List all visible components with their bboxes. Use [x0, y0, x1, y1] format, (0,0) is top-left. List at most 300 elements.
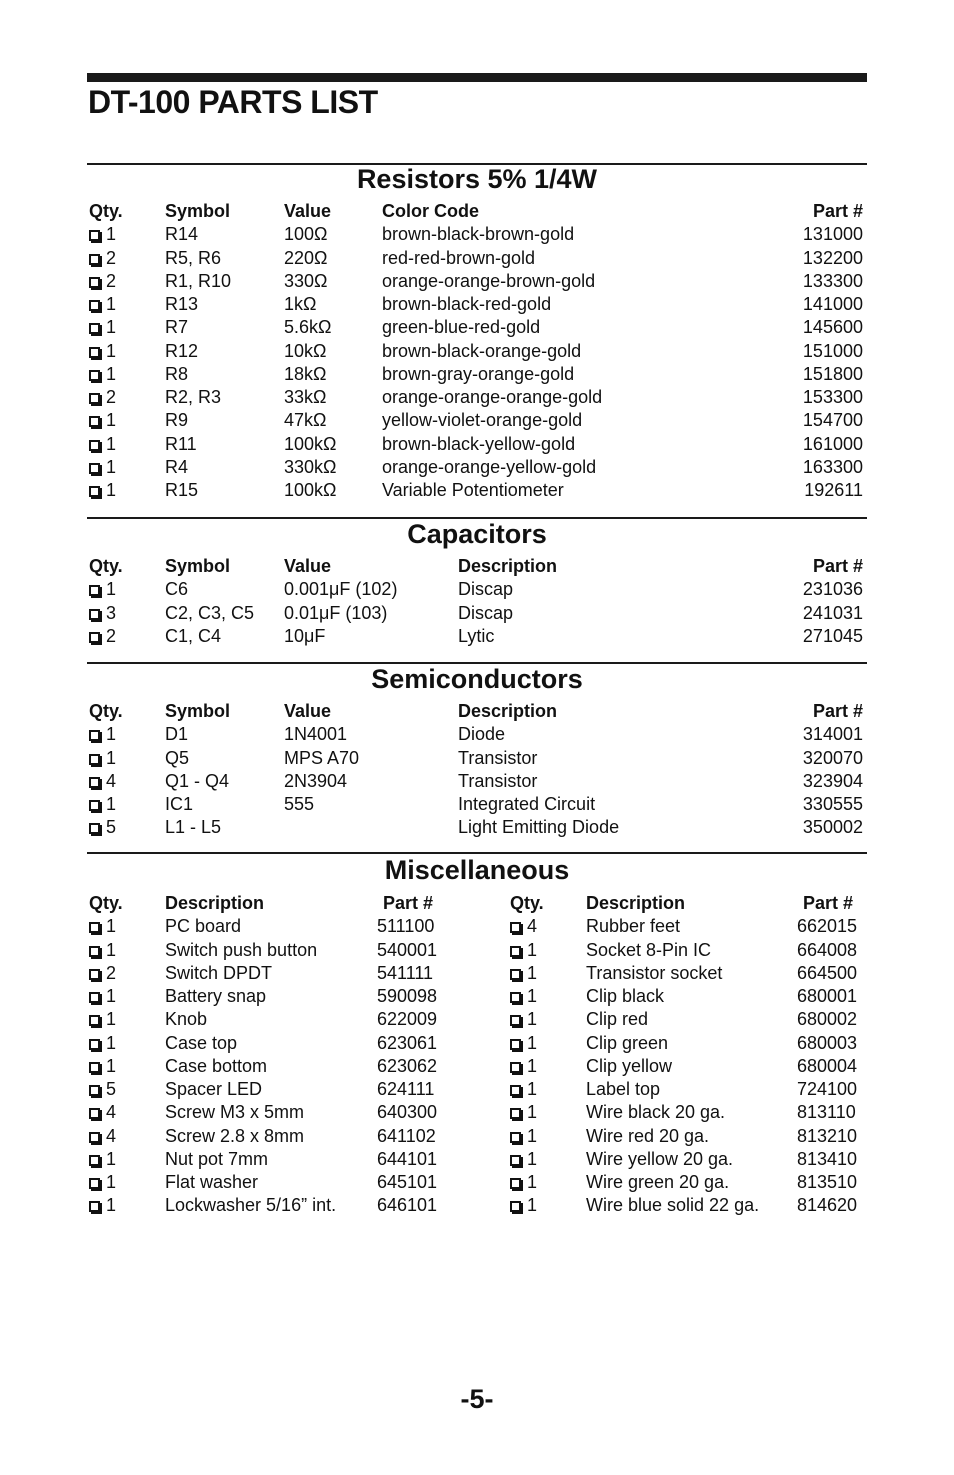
- description-cell: Case top: [165, 1032, 238, 1053]
- col-header-description: Description: [458, 556, 558, 576]
- part-number-cell: 145600: [802, 317, 863, 338]
- checkbox-icon[interactable]: [89, 1015, 100, 1026]
- symbol-cell: C6: [165, 579, 189, 600]
- qty-checkbox[interactable]: [89, 1125, 116, 1148]
- title-bar-rule: [87, 73, 867, 82]
- qty-value: 5: [106, 1079, 117, 1099]
- col-header-qty: Qty.: [89, 701, 123, 721]
- value-cell: 33kΩ: [284, 387, 327, 407]
- checkbox-icon[interactable]: [89, 1178, 100, 1189]
- qty-checkbox[interactable]: [89, 479, 116, 502]
- description-cell: Wire black 20 ga.: [586, 1102, 726, 1123]
- checkbox-icon[interactable]: [89, 1039, 100, 1050]
- value-cell: 18kΩ: [284, 363, 327, 384]
- checkbox-icon[interactable]: [510, 1178, 521, 1189]
- symbol-cell: R9: [165, 410, 189, 431]
- checkbox-icon[interactable]: [89, 347, 100, 358]
- qty-checkbox[interactable]: [89, 1008, 116, 1031]
- description-cell: Diode: [458, 724, 506, 745]
- part-number-cell: 645101: [377, 1172, 438, 1192]
- part-number-cell: 133300: [802, 270, 863, 291]
- checkbox-icon[interactable]: [89, 969, 100, 980]
- value-cell: 5.6kΩ: [284, 317, 332, 338]
- qty-checkbox[interactable]: [89, 985, 116, 1008]
- part-number-cell: 231036: [802, 579, 863, 600]
- checkbox-icon[interactable]: [89, 370, 100, 381]
- qty-value: 2: [106, 625, 117, 646]
- qty-value: 4: [106, 1102, 117, 1123]
- semiconductors-header-row: [0, 700, 954, 723]
- qty-value: 1: [527, 962, 538, 983]
- checkbox-icon[interactable]: [89, 777, 100, 788]
- value-cell: 47kΩ: [284, 410, 327, 431]
- part-number-cell: 323904: [802, 770, 863, 791]
- qty-checkbox[interactable]: [89, 293, 116, 316]
- misc-header-row: [0, 892, 954, 915]
- col-header-symbol: Symbol: [165, 556, 231, 576]
- description-cell: Screw 2.8 x 8mm: [165, 1125, 305, 1146]
- qty-checkbox[interactable]: [510, 1171, 537, 1194]
- part-number-cell: 192611: [804, 480, 863, 500]
- qty-value: 1: [106, 986, 117, 1006]
- table-row: [0, 915, 954, 938]
- qty-checkbox[interactable]: [89, 1171, 116, 1194]
- qty-checkbox[interactable]: [89, 340, 116, 363]
- part-number-cell: 813410: [797, 1148, 858, 1169]
- part-number-cell: 724100: [797, 1079, 858, 1099]
- description-cell: Discap: [458, 602, 514, 623]
- value-cell: 100Ω: [284, 224, 328, 245]
- qty-value: 1: [527, 1172, 538, 1192]
- qty-value: 1: [527, 1032, 538, 1053]
- qty-value: 1: [106, 1148, 117, 1169]
- checkbox-icon[interactable]: [510, 1132, 521, 1143]
- part-number-cell: 680002: [797, 1009, 858, 1030]
- col-header-value: Value: [284, 201, 332, 221]
- table-row: [0, 223, 954, 246]
- qty-value: 1: [106, 433, 117, 454]
- qty-checkbox[interactable]: [89, 1194, 116, 1217]
- description-cell: Battery snap: [165, 986, 267, 1006]
- qty-checkbox[interactable]: [510, 915, 537, 938]
- symbol-cell: R7: [165, 317, 189, 338]
- qty-checkbox[interactable]: [89, 793, 116, 816]
- description-cell: Knob: [165, 1009, 208, 1030]
- table-row: [0, 1194, 954, 1217]
- miscellaneous-title: Miscellaneous: [384, 855, 570, 885]
- part-number-cell: 662015: [797, 916, 858, 937]
- description-cell: PC board: [165, 916, 242, 937]
- checkbox-icon[interactable]: [510, 1155, 521, 1166]
- qty-value: 1: [106, 294, 117, 314]
- qty-checkbox[interactable]: [89, 386, 116, 409]
- qty-value: 1: [106, 1009, 117, 1030]
- table-row: [0, 625, 954, 648]
- part-number-cell: 664500: [797, 962, 858, 983]
- qty-checkbox[interactable]: [510, 1008, 537, 1031]
- resistors-header-row: [0, 200, 954, 223]
- description-cell: Wire yellow 20 ga.: [586, 1148, 734, 1169]
- qty-checkbox[interactable]: [510, 1125, 537, 1148]
- table-row: [0, 1171, 954, 1194]
- table-row: [0, 578, 954, 601]
- checkbox-icon[interactable]: [89, 1085, 100, 1096]
- qty-checkbox[interactable]: [89, 939, 116, 962]
- qty-value: 1: [106, 410, 117, 431]
- qty-checkbox[interactable]: [510, 1055, 537, 1078]
- col-header-value: Value: [284, 556, 332, 576]
- checkbox-icon[interactable]: [510, 1085, 521, 1096]
- part-number-cell: 541111: [377, 962, 434, 983]
- qty-checkbox[interactable]: [89, 409, 116, 432]
- symbol-cell: R11: [165, 433, 197, 454]
- part-number-cell: 646101: [377, 1195, 438, 1216]
- checkbox-icon[interactable]: [89, 800, 100, 811]
- description-cell: Wire blue solid 22 ga.: [586, 1195, 760, 1216]
- color-code-cell: brown-black-brown-gold: [382, 224, 575, 245]
- checkbox-icon[interactable]: [89, 1155, 100, 1166]
- checkbox-icon[interactable]: [89, 300, 100, 311]
- qty-value: 1: [106, 363, 117, 384]
- qty-checkbox[interactable]: [89, 578, 116, 601]
- description-cell: Transistor: [458, 747, 538, 768]
- value-cell: MPS A70: [284, 747, 360, 768]
- col-header-part: Part #: [803, 893, 854, 913]
- checkbox-icon[interactable]: [89, 609, 100, 620]
- qty-checkbox[interactable]: [89, 363, 116, 386]
- table-row: [0, 985, 954, 1008]
- checkbox-icon[interactable]: [510, 1039, 521, 1050]
- part-number-cell: 330555: [802, 794, 863, 814]
- part-number-cell: 154700: [802, 410, 863, 431]
- col-header-qty: Qty.: [89, 556, 123, 576]
- qty-checkbox[interactable]: [89, 915, 116, 938]
- symbol-cell: R1, R10: [165, 270, 232, 291]
- checkbox-icon[interactable]: [510, 969, 521, 980]
- page-title: DT-100 PARTS LIST: [88, 84, 378, 120]
- col-header-part: Part #: [812, 201, 863, 221]
- checkbox-icon[interactable]: [510, 1108, 521, 1119]
- symbol-cell: R12: [165, 340, 199, 361]
- table-row: [0, 456, 954, 479]
- part-number-cell: 814620: [797, 1195, 858, 1216]
- table-row: [0, 1008, 954, 1031]
- description-cell: Flat washer: [165, 1172, 259, 1192]
- symbol-cell: R13: [165, 294, 199, 314]
- qty-value: 1: [527, 1055, 538, 1076]
- qty-value: 1: [106, 916, 117, 937]
- checkbox-icon[interactable]: [89, 463, 100, 474]
- qty-value: 1: [527, 939, 538, 960]
- part-number-cell: 664008: [797, 939, 858, 960]
- checkbox-icon[interactable]: [89, 277, 100, 288]
- col-header-description: Description: [586, 893, 686, 913]
- qty-value: 1: [527, 986, 538, 1006]
- description-cell: Clip black: [586, 986, 665, 1006]
- description-cell: Rubber feet: [586, 916, 681, 937]
- description-cell: Switch DPDT: [165, 962, 273, 983]
- part-number-cell: 813110: [797, 1102, 856, 1123]
- checkbox-icon[interactable]: [89, 823, 100, 834]
- table-row: [0, 247, 954, 270]
- part-number-cell: 590098: [377, 986, 438, 1006]
- resistors-title: Resistors 5% 1/4W: [356, 164, 598, 194]
- value-cell: 220Ω: [284, 247, 328, 268]
- symbol-cell: R2, R3: [165, 387, 222, 407]
- part-number-cell: 153300: [802, 387, 863, 407]
- part-number-cell: 241031: [802, 602, 863, 623]
- col-header-qty: Qty.: [89, 893, 123, 913]
- value-cell: 555: [284, 794, 315, 814]
- semiconductors-title: Semiconductors: [371, 664, 583, 694]
- checkbox-icon[interactable]: [89, 1108, 100, 1119]
- description-cell: Lockwasher 5/16” int.: [165, 1195, 337, 1216]
- qty-value: 5: [106, 817, 117, 838]
- table-row: [0, 340, 954, 363]
- checkbox-icon[interactable]: [89, 1201, 100, 1212]
- qty-value: 1: [106, 224, 117, 245]
- part-number-cell: 540001: [377, 939, 438, 960]
- description-cell: Transistor socket: [586, 962, 723, 983]
- value-cell: 0.001μF (102): [284, 579, 398, 600]
- qty-checkbox[interactable]: [89, 1078, 116, 1101]
- qty-checkbox[interactable]: [89, 433, 116, 456]
- symbol-cell: L1 - L5: [165, 817, 222, 838]
- part-number-cell: 680001: [797, 986, 858, 1006]
- table-row: [0, 1148, 954, 1171]
- capacitors-header-row: [0, 555, 954, 578]
- symbol-cell: D1: [165, 724, 189, 745]
- description-cell: Transistor: [458, 770, 538, 791]
- qty-value: 1: [106, 724, 117, 745]
- color-code-cell: brown-black-red-gold: [382, 294, 552, 314]
- table-row: [0, 939, 954, 962]
- table-row: [0, 747, 954, 770]
- checkbox-icon[interactable]: [510, 946, 521, 957]
- qty-value: 1: [527, 1148, 538, 1169]
- checkbox-icon[interactable]: [89, 754, 100, 765]
- qty-value: 1: [106, 794, 117, 814]
- table-row: [0, 270, 954, 293]
- col-header-symbol: Symbol: [165, 201, 231, 221]
- value-cell: 10μF: [284, 625, 326, 646]
- checkbox-icon[interactable]: [89, 486, 100, 497]
- table-row: [0, 409, 954, 432]
- description-cell: Integrated Circuit: [458, 794, 596, 814]
- table-row: [0, 1032, 954, 1055]
- qty-checkbox[interactable]: [510, 1032, 537, 1055]
- description-cell: Discap: [458, 579, 514, 600]
- description-cell: Socket 8-Pin IC: [586, 939, 712, 960]
- qty-value: 1: [106, 456, 117, 477]
- qty-checkbox[interactable]: [89, 770, 116, 793]
- qty-checkbox[interactable]: [89, 1101, 116, 1124]
- qty-checkbox[interactable]: [510, 985, 537, 1008]
- qty-value: 1: [106, 939, 117, 960]
- table-row: [0, 816, 954, 839]
- part-number-cell: 644101: [377, 1148, 438, 1169]
- part-number-cell: 141000: [802, 294, 863, 314]
- checkbox-icon[interactable]: [89, 416, 100, 427]
- table-row: [0, 723, 954, 746]
- qty-checkbox[interactable]: [510, 939, 537, 962]
- col-header-part: Part #: [383, 893, 434, 913]
- value-cell: 0.01μF (103): [284, 602, 388, 623]
- qty-checkbox[interactable]: [89, 270, 116, 293]
- checkbox-icon[interactable]: [89, 230, 100, 241]
- color-code-cell: Variable Potentiometer: [382, 480, 564, 500]
- qty-value: 2: [106, 387, 117, 407]
- table-row: [0, 386, 954, 409]
- qty-checkbox[interactable]: [89, 816, 116, 839]
- part-number-cell: 271045: [802, 625, 863, 646]
- description-cell: Light Emitting Diode: [458, 817, 620, 838]
- checkbox-icon[interactable]: [89, 323, 100, 334]
- description-cell: Clip green: [586, 1032, 669, 1053]
- part-number-cell: 623061: [377, 1032, 438, 1053]
- value-cell: 10kΩ: [284, 340, 327, 361]
- checkbox-icon[interactable]: [89, 254, 100, 265]
- checkbox-icon[interactable]: [89, 632, 100, 643]
- qty-value: 4: [527, 916, 538, 937]
- description-cell: Wire green 20 ga.: [586, 1172, 730, 1192]
- table-row: [0, 602, 954, 625]
- part-number-cell: 151000: [802, 340, 863, 361]
- qty-checkbox[interactable]: [510, 1101, 537, 1124]
- table-row: [0, 1125, 954, 1148]
- checkbox-icon[interactable]: [89, 1132, 100, 1143]
- part-number-cell: 132200: [802, 247, 863, 268]
- qty-value: 1: [527, 1125, 538, 1146]
- symbol-cell: IC1: [165, 794, 194, 814]
- qty-checkbox[interactable]: [510, 1148, 537, 1171]
- qty-checkbox[interactable]: [89, 316, 116, 339]
- part-number-cell: 320070: [802, 747, 863, 768]
- qty-checkbox[interactable]: [89, 602, 116, 625]
- qty-checkbox[interactable]: [89, 747, 116, 770]
- value-cell: 2N3904: [284, 770, 348, 791]
- qty-value: 1: [106, 579, 117, 600]
- table-row: [0, 316, 954, 339]
- checkbox-icon[interactable]: [89, 992, 100, 1003]
- col-header-description: Description: [458, 701, 558, 721]
- qty-checkbox[interactable]: [89, 625, 116, 648]
- checkbox-icon[interactable]: [510, 1015, 521, 1026]
- symbol-cell: C2, C3, C5: [165, 602, 255, 623]
- table-row: [0, 1078, 954, 1101]
- checkbox-icon[interactable]: [89, 393, 100, 404]
- color-code-cell: yellow-violet-orange-gold: [382, 410, 583, 431]
- symbol-cell: R15: [165, 480, 199, 500]
- qty-checkbox[interactable]: [510, 962, 537, 985]
- part-number-cell: 623062: [377, 1055, 438, 1076]
- value-cell: 1N4001: [284, 724, 348, 745]
- qty-checkbox[interactable]: [89, 1148, 116, 1171]
- table-row: [0, 962, 954, 985]
- qty-checkbox[interactable]: [89, 223, 116, 246]
- qty-value: 1: [106, 317, 117, 338]
- part-number-cell: 624111: [377, 1079, 435, 1099]
- symbol-cell: Q5: [165, 747, 190, 768]
- value-cell: 100kΩ: [284, 480, 337, 500]
- qty-checkbox[interactable]: [510, 1078, 537, 1101]
- value-cell: 330kΩ: [284, 456, 337, 477]
- symbol-cell: R8: [165, 363, 189, 384]
- qty-value: 4: [106, 770, 117, 791]
- table-row: [0, 770, 954, 793]
- checkbox-icon[interactable]: [89, 440, 100, 451]
- checkbox-icon[interactable]: [89, 1062, 100, 1073]
- color-code-cell: brown-black-orange-gold: [382, 340, 582, 361]
- qty-checkbox[interactable]: [89, 1055, 116, 1078]
- checkbox-icon[interactable]: [89, 922, 100, 933]
- qty-value: 1: [106, 1032, 117, 1053]
- qty-value: 1: [527, 1009, 538, 1030]
- qty-checkbox[interactable]: [89, 962, 116, 985]
- col-header-qty: Qty.: [89, 201, 123, 221]
- description-cell: Nut pot 7mm: [165, 1148, 269, 1169]
- description-cell: Clip yellow: [586, 1055, 673, 1076]
- checkbox-icon[interactable]: [510, 992, 521, 1003]
- part-number-cell: 813510: [797, 1172, 858, 1192]
- symbol-cell: Q1 - Q4: [165, 770, 230, 791]
- symbol-cell: R5, R6: [165, 247, 222, 268]
- checkbox-icon[interactable]: [510, 1201, 521, 1212]
- qty-value: 1: [527, 1102, 538, 1123]
- part-number-cell: 622009: [377, 1009, 438, 1030]
- description-cell: Label top: [586, 1079, 661, 1099]
- qty-checkbox[interactable]: [89, 723, 116, 746]
- qty-value: 1: [106, 480, 117, 500]
- part-number-cell: 314001: [802, 724, 863, 745]
- checkbox-icon[interactable]: [89, 585, 100, 596]
- table-row: [0, 293, 954, 316]
- qty-value: 1: [106, 747, 117, 768]
- page-number: -5-: [460, 1384, 494, 1414]
- checkbox-icon[interactable]: [89, 946, 100, 957]
- color-code-cell: brown-black-yellow-gold: [382, 433, 576, 454]
- qty-checkbox[interactable]: [89, 247, 116, 270]
- table-row: [0, 1101, 954, 1124]
- qty-value: 1: [527, 1195, 538, 1216]
- qty-value: 1: [527, 1079, 538, 1099]
- checkbox-icon[interactable]: [89, 730, 100, 741]
- qty-checkbox[interactable]: [510, 1194, 537, 1217]
- qty-checkbox[interactable]: [89, 1032, 116, 1055]
- checkbox-icon[interactable]: [510, 1062, 521, 1073]
- col-header-description: Description: [165, 893, 265, 913]
- part-number-cell: 350002: [802, 817, 863, 838]
- description-cell: Screw M3 x 5mm: [165, 1102, 305, 1123]
- part-number-cell: 640300: [377, 1102, 438, 1123]
- description-cell: Switch push button: [165, 939, 318, 960]
- col-header-part: Part #: [812, 556, 863, 576]
- part-number-cell: 131000: [802, 224, 863, 245]
- part-number-cell: 511100: [377, 916, 435, 937]
- description-cell: Spacer LED: [165, 1079, 263, 1099]
- table-row: [0, 793, 954, 816]
- part-number-cell: 151800: [802, 363, 863, 384]
- qty-value: 2: [106, 270, 117, 291]
- description-cell: Clip red: [586, 1009, 649, 1030]
- col-header-symbol: Symbol: [165, 701, 231, 721]
- qty-checkbox[interactable]: [89, 456, 116, 479]
- table-row: [0, 1055, 954, 1078]
- part-number-cell: 680004: [797, 1055, 858, 1076]
- col-header-value: Value: [284, 701, 332, 721]
- checkbox-icon[interactable]: [510, 922, 521, 933]
- color-code-cell: red-red-brown-gold: [382, 247, 536, 268]
